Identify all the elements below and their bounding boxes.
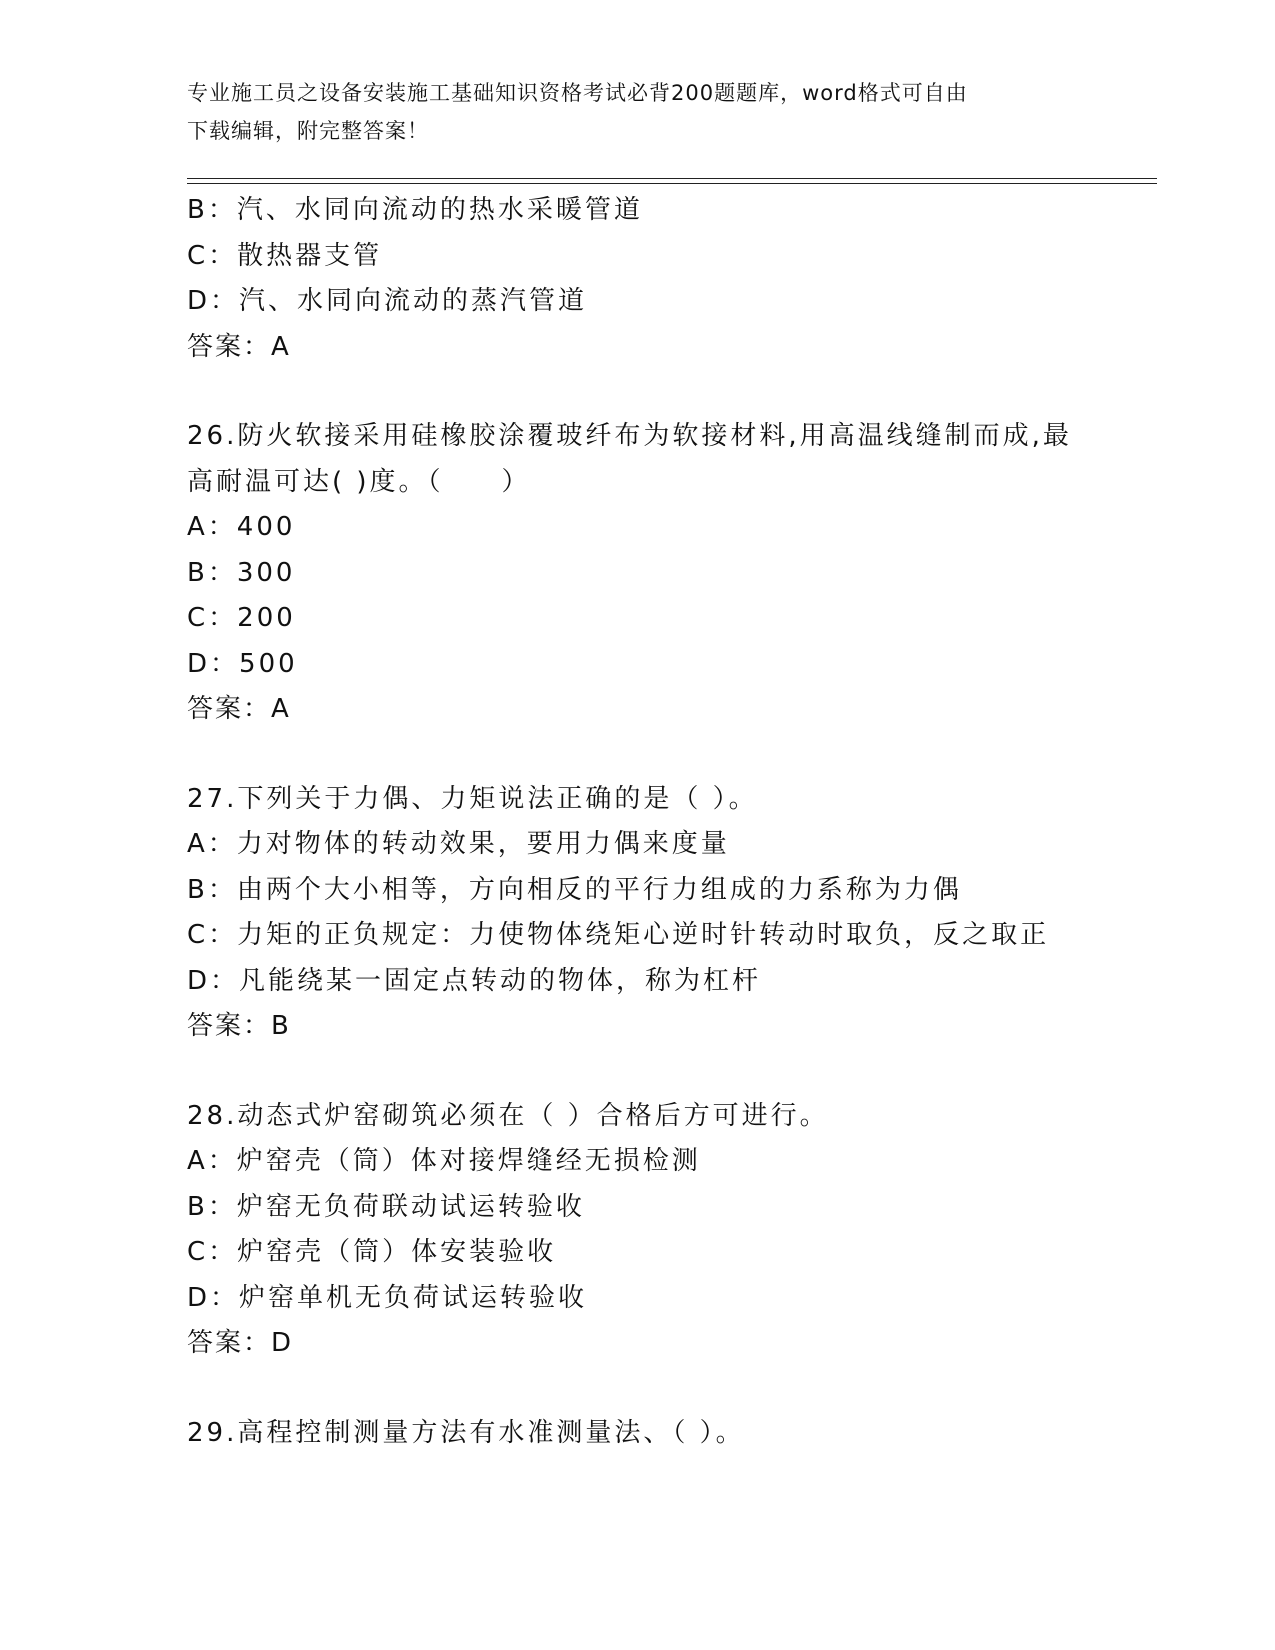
question-27 bbox=[187, 777, 1087, 1050]
option-a: A：力对物体的转动效果，要用力偶来度量 bbox=[187, 829, 730, 859]
question-stem: 27.下列关于力偶、力矩说法正确的是（ ）。 bbox=[187, 783, 758, 814]
question-stem-cont: 高耐温可达( )度。（ ） bbox=[187, 466, 531, 497]
answer-line: 答案：A bbox=[187, 694, 291, 724]
option-a: A：炉窑壳（筒）体对接焊缝经无损检测 bbox=[187, 1146, 701, 1176]
answer-line: 答案：D bbox=[187, 1328, 294, 1358]
option-a: A：400 bbox=[187, 512, 296, 542]
option-b: B：炉窑无负荷联动试运转验收 bbox=[187, 1191, 585, 1222]
question-list bbox=[187, 188, 1087, 1456]
option-c: C：力矩的正负规定：力使物体绕矩心逆时针转动时取负，反之取正 bbox=[187, 920, 1050, 950]
option-d: D：凡能绕某一固定点转动的物体，称为杠杆 bbox=[187, 965, 762, 996]
question-29 bbox=[187, 1411, 1087, 1457]
option-b: B：汽、水同向流动的热水采暖管道 bbox=[187, 195, 643, 225]
answer-line: 答案：A bbox=[187, 331, 291, 362]
option-d: D：500 bbox=[187, 648, 298, 679]
document-header bbox=[187, 74, 1087, 150]
question-stem: 29.高程控制测量方法有水准测量法、（ ）。 bbox=[187, 1417, 745, 1448]
question-28 bbox=[187, 1094, 1087, 1367]
option-c: C：炉窑壳（筒）体安装验收 bbox=[187, 1237, 557, 1267]
option-b: B：300 bbox=[187, 557, 296, 588]
option-d: D：炉窑单机无负荷试运转验收 bbox=[187, 1282, 588, 1313]
question-stem: 26.防火软接采用硅橡胶涂覆玻纤布为软接材料,用高温线缝制而成,最 bbox=[187, 421, 1072, 451]
header-line-2: 下载编辑，附完整答案！ bbox=[187, 119, 429, 143]
option-c: C：200 bbox=[187, 603, 296, 633]
header-divider-top bbox=[187, 178, 1157, 179]
question-26 bbox=[187, 414, 1087, 733]
header-line-1: 专业施工员之设备安装施工基础知识资格考试必背200题题库，word格式可自由 bbox=[187, 81, 968, 105]
option-d: D：汽、水同向流动的蒸汽管道 bbox=[187, 286, 588, 316]
option-b: B：由两个大小相等，方向相反的平行力组成的力系称为力偶 bbox=[187, 874, 962, 905]
question-stem: 28.动态式炉窑砌筑必须在（ ）合格后方可进行。 bbox=[187, 1100, 829, 1131]
answer-line: 答案：B bbox=[187, 1011, 291, 1041]
option-c: C：散热器支管 bbox=[187, 240, 383, 271]
question-continued bbox=[187, 188, 1087, 370]
header-divider-bottom bbox=[187, 183, 1157, 184]
